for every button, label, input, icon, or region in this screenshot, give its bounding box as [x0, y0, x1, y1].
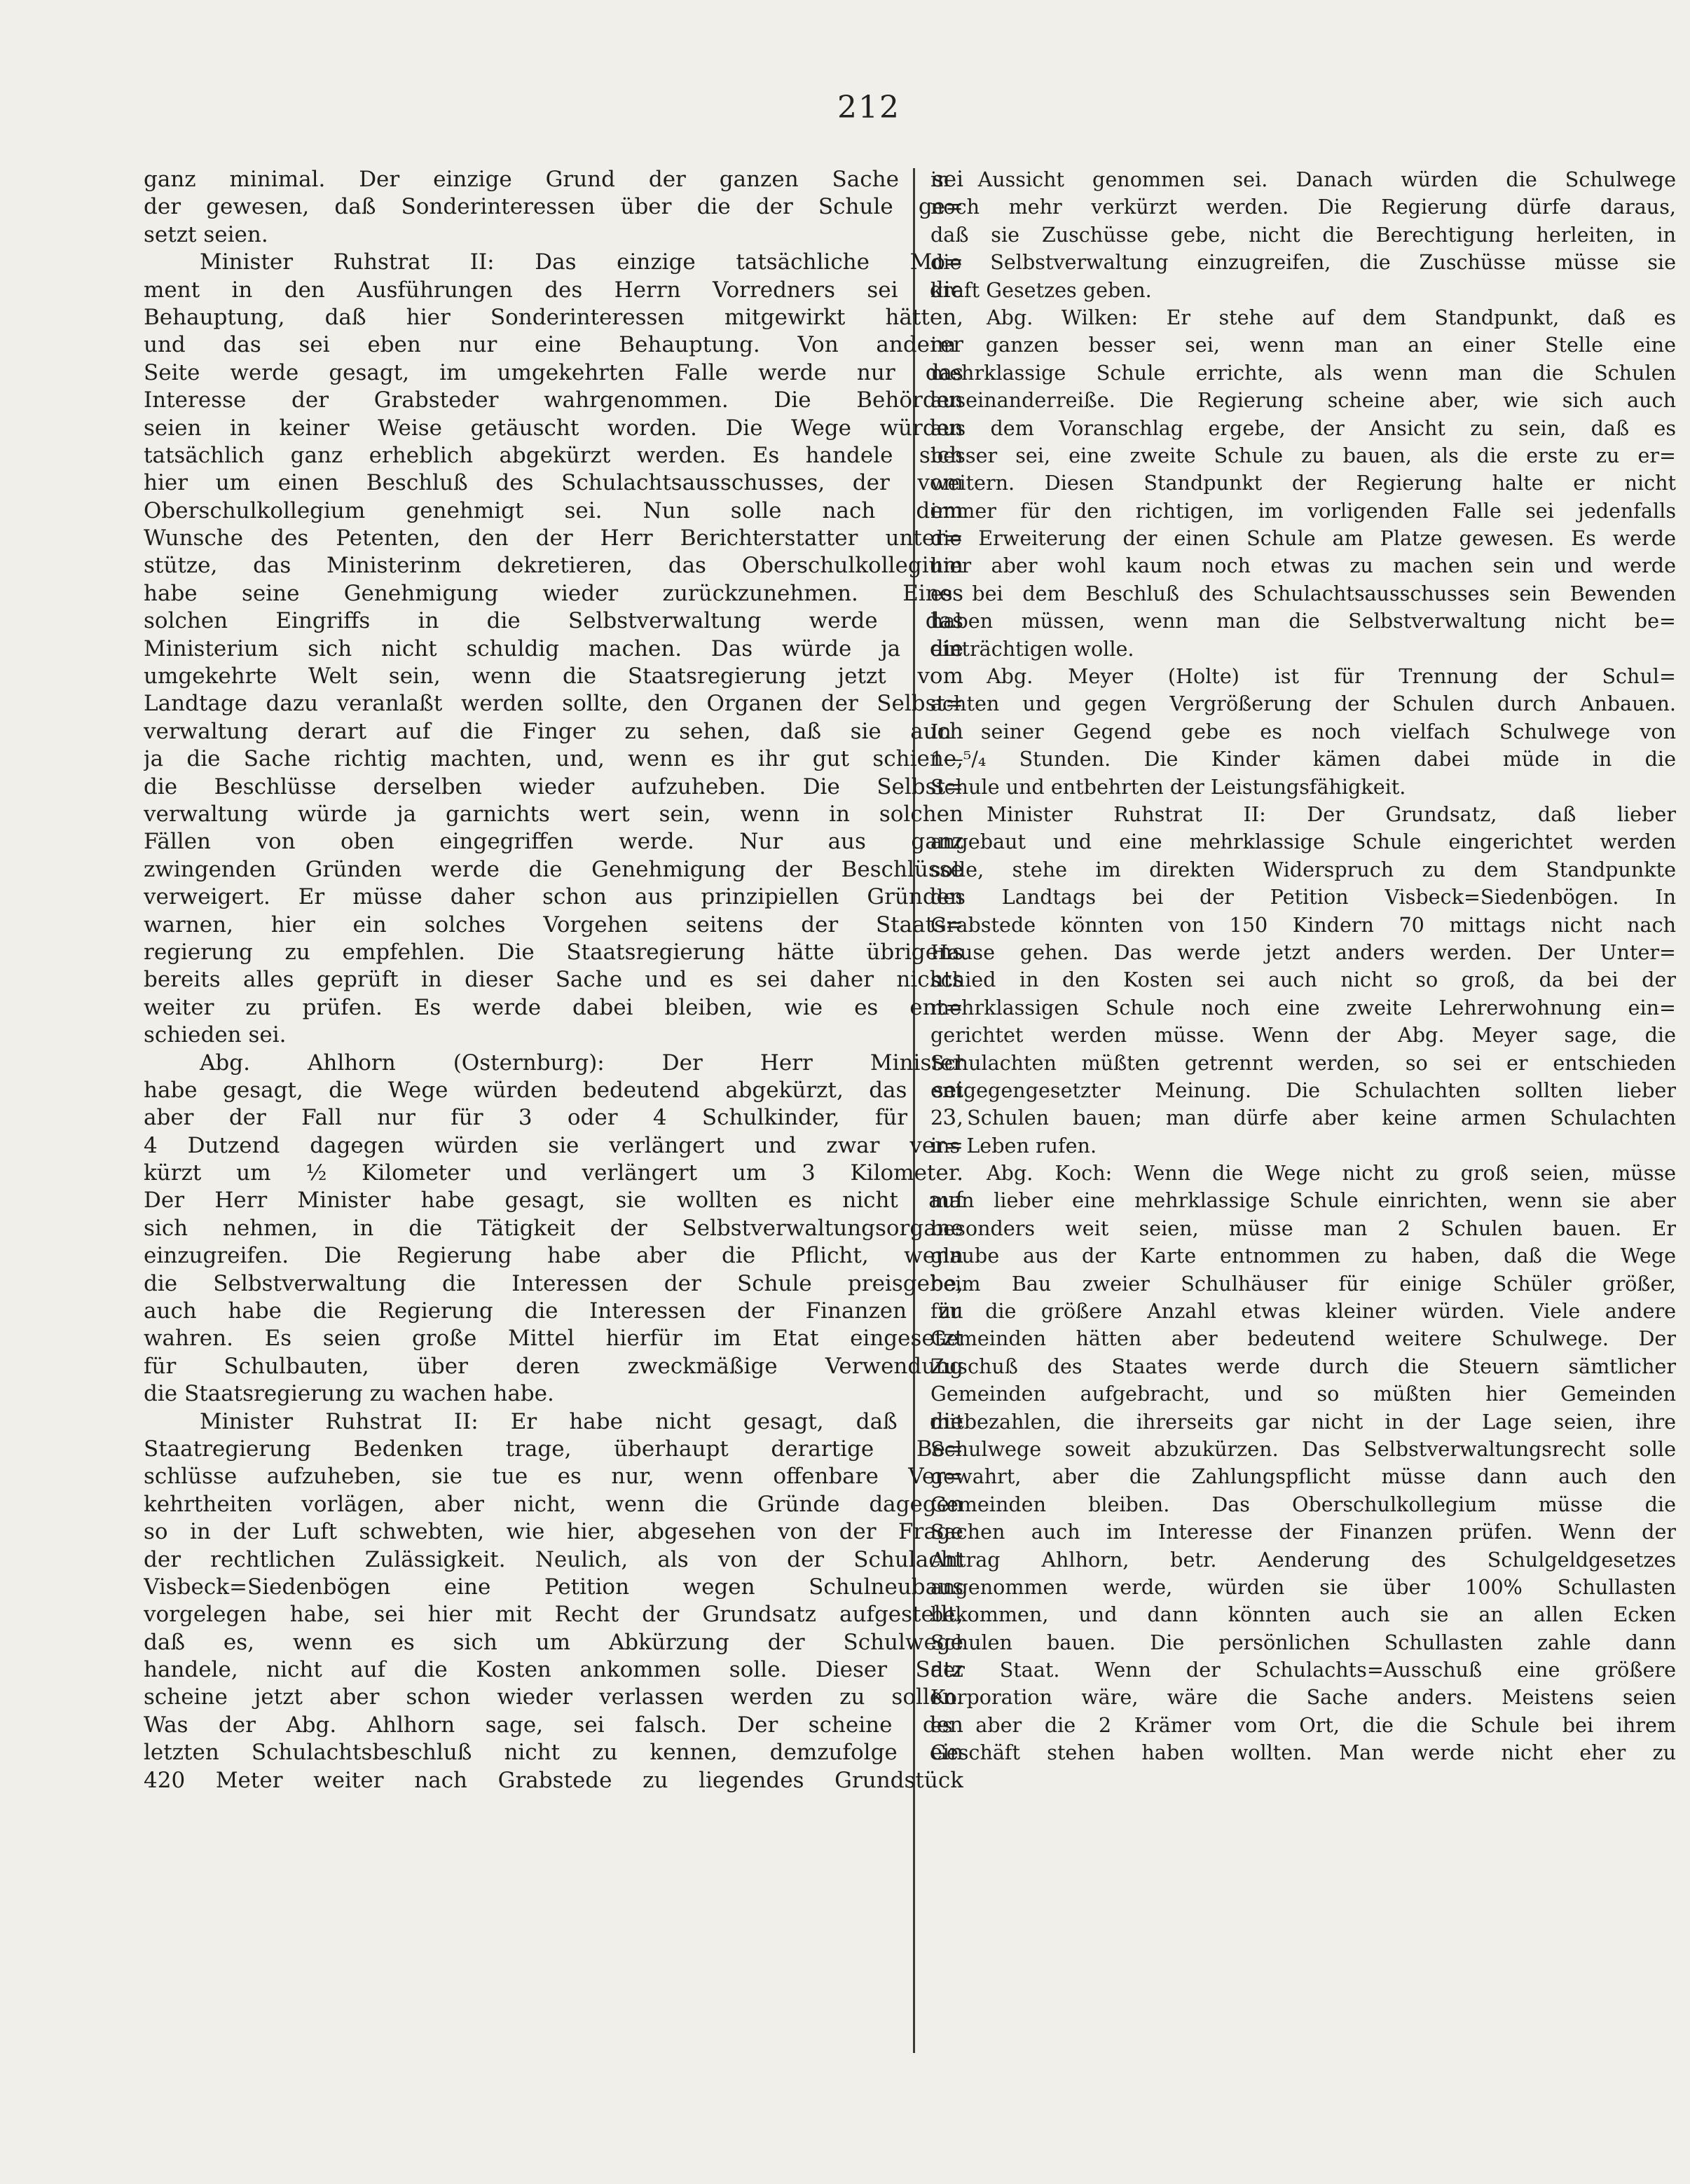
text-line: Hause gehen. Das werde jetzt anders werden. Der Unter=	[930, 940, 1676, 964]
text-line: kehrtheiten vorlägen, aber nicht, wenn die Gründe dagegen	[144, 1491, 963, 1517]
text-line: Gemeinden aufgebracht, und so müßten hier Gemeinden	[930, 1382, 1676, 1406]
text-line: verwaltung derart auf die Finger zu sehen, daß sie auch	[144, 718, 963, 744]
text-line: aus dem Voranschlag ergebe, der Ansicht zu sein, daß es	[930, 415, 1676, 440]
text-line: angenommen werde, würden sie über 100% Schullasten	[930, 1574, 1676, 1599]
right-column	[930, 166, 1676, 1767]
text-line: Visbeck=Siedenbögen eine Petition wegen Schulneubaus	[144, 1574, 963, 1600]
text-line: Behauptung, daß hier Sonderinteressen mitgewirkt hätten,	[144, 304, 963, 330]
text-line: mehrklassige Schule errichte, als wenn man die Schulen	[930, 360, 1676, 385]
text-line: und das sei eben nur eine Behauptung. Von anderer	[144, 332, 963, 358]
text-line: seien in keiner Weise getäuscht worden. Die Wege würden	[144, 415, 963, 441]
text-line: bereits alles geprüft in dieser Sache und es sei daher nichts	[144, 967, 963, 993]
left-column	[144, 166, 963, 1794]
text-line: einträchtigen wolle.	[930, 636, 1134, 661]
text-line: Schulachten müßten getrennt werden, so sei er entschieden	[930, 1050, 1676, 1075]
text-line: die Selbstverwaltung die Interessen der Schule preisgebe,	[144, 1270, 963, 1296]
text-line: Schule und entbehrten der Leistungsfähigkeit.	[930, 774, 1406, 799]
text-line: verwaltung würde ja garnichts wert sein, wenn in solchen	[144, 801, 963, 827]
text-line: gewahrt, aber die Zahlungspflicht müsse dann auch den	[930, 1464, 1676, 1489]
text-line: mitbezahlen, die ihrerseits gar nicht in der Lage seien, ihre	[930, 1409, 1676, 1434]
text-line: der rechtlichen Zulässigkeit. Neulich, als von der Schulacht	[144, 1546, 963, 1572]
text-line: mehrklassigen Schule noch eine zweite Lehrerwohnung ein=	[930, 995, 1676, 1019]
text-line: die Selbstverwaltung einzugreifen, die Zuschüsse müsse sie	[930, 250, 1676, 275]
text-line: kürzt um ½ Kilometer und verlängert um 3 Kilometer.	[144, 1160, 963, 1186]
text-line: besonders weit seien, müsse man 2 Schulen bauen. Er	[930, 1216, 1676, 1240]
text-line: In seiner Gegend gebe es noch vielfach Schulwege von	[930, 719, 1676, 743]
text-line: 4 Dutzend dagegen würden sie verlängert und zwar ver=	[144, 1132, 963, 1158]
text-line: solle, stehe im direkten Widerspruch zu dem Standpunkte	[930, 857, 1676, 881]
text-line: handele, nicht auf die Kosten ankommen solle. Dieser Satz	[144, 1657, 963, 1683]
text-line: Minister Ruhstrat II: Der Grundsatz, daß lieber	[987, 802, 1676, 826]
text-line: glaube aus der Karte entnommen zu haben, daß die Wege	[930, 1244, 1676, 1268]
text-line: hier aber wohl kaum noch etwas zu machen sein und werde	[930, 554, 1676, 578]
text-line: schieden sei.	[144, 1022, 287, 1048]
text-line: Abg. Ahlhorn (Osternburg): Der Herr Minister	[200, 1050, 963, 1076]
text-line: hier um einen Beschluß des Schulachtsausschusses, der vom	[144, 470, 963, 496]
text-line: in Aussicht genommen sei. Danach würden die Schulwege	[930, 167, 1676, 191]
text-line: man lieber eine mehrklassige Schule einrichten, wenn sie aber	[930, 1188, 1676, 1213]
text-line: Staatregierung Bedenken trage, überhaupt derartige Be=	[144, 1436, 963, 1462]
text-line: immer für den richtigen, im vorligenden Falle sei jedenfalls	[930, 498, 1676, 523]
text-line: der Staat. Wenn der Schulachts=Ausschuß eine größere	[930, 1658, 1676, 1682]
text-line: warnen, hier ein solches Vorgehen seitens der Staats=	[144, 912, 963, 938]
text-line: Minister Ruhstrat II: Das einzige tatsächliche Mo=	[200, 249, 963, 275]
text-line: Interesse der Grabsteder wahrgenommen. Die Behörden	[144, 387, 963, 413]
text-line: umgekehrte Welt sein, wenn die Staatsregierung jetzt vom	[144, 664, 963, 689]
text-line: Abg. Meyer (Holte) ist für Trennung der Schul=	[987, 664, 1676, 689]
text-line: es bei dem Beschluß des Schulachtsausschusses sein Bewenden	[930, 581, 1676, 605]
text-line: Seite werde gesagt, im umgekehrten Falle werde nur das	[144, 359, 963, 385]
text-line: Landtage dazu veranlaßt werden sollte, den Organen der Selbst=	[144, 691, 963, 717]
text-line: Fällen von oben eingegriffen werde. Nur aus ganz	[144, 829, 963, 855]
text-line: solchen Eingriffs in die Selbstverwaltung werde das	[144, 608, 963, 634]
text-line: vorgelegen habe, sei hier mit Recht der Grundsatz aufgestellt,	[144, 1602, 963, 1628]
text-line: Wunsche des Petenten, den der Herr Berichterstatter unter=	[144, 526, 963, 551]
text-line: daß es, wenn es sich um Abkürzung der Schulwege	[144, 1629, 963, 1655]
text-line: habe seine Genehmigung wieder zurückzunehmen. Eines	[144, 580, 963, 606]
text-line: Ministerium sich nicht schuldig machen. Das würde ja die	[144, 636, 963, 661]
text-line: bekommen, und dann könnten auch sie an allen Ecken	[930, 1602, 1676, 1627]
text-line: entgegengesetzter Meinung. Die Schulachten sollten lieber	[930, 1078, 1676, 1102]
text-line: tatsächlich ganz erheblich abgekürzt werden. Es handele sich	[144, 442, 963, 468]
text-line: weiter zu prüfen. Es werde dabei bleiben, wie es ent=	[144, 994, 963, 1020]
text-line: angebaut und eine mehrklassige Schule eingerichtet werden	[930, 830, 1676, 854]
text-line: Sachen auch im Interesse der Finanzen prüfen. Wenn der	[930, 1520, 1676, 1544]
text-line: Was der Abg. Ahlhorn sage, sei falsch. Der scheine den	[144, 1712, 963, 1738]
text-line: verweigert. Er müsse daher schon aus prinzipiellen Gründen	[144, 884, 963, 910]
text-line: schied in den Kosten sei auch nicht so groß, da bei der	[930, 968, 1676, 992]
text-line: Oberschulkollegium genehmigt sei. Nun solle nach dem	[144, 497, 963, 523]
text-line: Korporation wäre, wäre die Sache anders. Meistens seien	[930, 1685, 1676, 1710]
page-number: 212	[837, 90, 900, 125]
text-line: letzten Schulachtsbeschluß nicht zu kennen, demzufolge ein	[144, 1740, 963, 1766]
text-line: aber der Fall nur für 3 oder 4 Schulkinder, für 3,	[144, 1105, 963, 1131]
text-line: 420 Meter weiter nach Grabstede zu liegendes Grundstück	[144, 1767, 963, 1793]
text-line: ment in den Ausführungen des Herrn Vorredners sei die	[144, 277, 963, 303]
text-line: auseinanderreiße. Die Regierung scheine aber, wie sich auch	[930, 388, 1676, 413]
text-line: Abg. Koch: Wenn die Wege nicht zu groß seien, müsse	[987, 1161, 1676, 1186]
text-line: Schulen bauen. Die persönlichen Schullasten zahle dann	[930, 1630, 1676, 1654]
text-line: der gewesen, daß Sonderinteressen über die der Schule ge=	[144, 194, 963, 220]
text-line: sich nehmen, in die Tätigkeit der Selbstverwaltungsorgane	[144, 1215, 963, 1241]
text-line: für Schulbauten, über deren zweckmäßige Verwendung	[144, 1353, 963, 1379]
text-line: Geschäft stehen haben wollten. Man werde nicht eher zu	[930, 1740, 1676, 1765]
text-line: des Landtags bei der Petition Visbeck=Siedenbögen. In	[930, 885, 1676, 909]
text-line: Schulwege soweit abzukürzen. Das Selbstverwaltungsrecht solle	[930, 1436, 1676, 1461]
text-line: wahren. Es seien große Mittel hierfür im Etat eingesetzt	[144, 1326, 963, 1352]
text-line: die Staatsregierung zu wachen habe.	[144, 1381, 554, 1407]
text-line: ins Leben rufen.	[930, 1133, 1097, 1158]
text-line: gerichtet werden müsse. Wenn der Abg. Meyer sage, die	[930, 1023, 1676, 1048]
text-line: Abg. Wilken: Er stehe auf dem Standpunkt, daß es	[987, 305, 1676, 329]
text-line: scheine jetzt aber schon wieder verlassen werden zu sollen.	[144, 1684, 963, 1710]
text-line: setzt seien.	[144, 221, 268, 247]
text-line: regierung zu empfehlen. Die Staatsregierung hätte übrigens	[144, 939, 963, 965]
text-line: Minister Ruhstrat II: Er habe nicht gesagt, daß die	[200, 1408, 963, 1434]
text-line: beim Bau zweier Schulhäuser für einige Schüler größer,	[930, 1271, 1676, 1296]
text-line: ja die Sache richtig machten, und, wenn es ihr gut schiene,	[144, 746, 963, 772]
text-line: kraft Gesetzes geben.	[930, 277, 1152, 302]
text-line: auch habe die Regierung die Interessen der Finanzen zu	[144, 1298, 963, 1324]
text-line: die Beschlüsse derselben wieder aufzuheben. Die Selbst=	[144, 774, 963, 799]
text-line: weitern. Diesen Standpunkt der Regierung halte er nicht	[930, 471, 1676, 495]
text-line: im ganzen besser sei, wenn man an einer Stelle eine	[930, 333, 1676, 357]
text-line: 2 Schulen bauen; man dürfe aber keine armen Schulachten	[930, 1106, 1676, 1130]
text-line: besser sei, eine zweite Schule zu bauen, als die erste zu er=	[930, 443, 1676, 467]
text-line: schlüsse aufzuheben, sie tue es nur, wenn offenbare Ver=	[144, 1464, 963, 1490]
text-line: für die größere Anzahl etwas kleiner würden. Viele andere	[930, 1299, 1676, 1324]
text-line: Gemeinden bleiben. Das Oberschulkollegium müsse die	[930, 1492, 1676, 1516]
text-line: Gemeinden hätten aber bedeutend weitere Schulwege. Der	[930, 1326, 1676, 1351]
text-line: noch mehr verkürzt werden. Die Regierung dürfe daraus,	[930, 195, 1676, 219]
text-line: es aber die 2 Krämer vom Ort, die die Schule bei ihrem	[930, 1712, 1676, 1737]
text-line: daß sie Zuschüsse gebe, nicht die Berechtigung herleiten, in	[930, 222, 1676, 247]
text-line: die Erweiterung der einen Schule am Platze gewesen. Es werde	[930, 526, 1676, 551]
text-line: stütze, das Ministerinm dekretieren, das Oberschulkollegium	[144, 553, 963, 579]
text-line: Antrag Ahlhorn, betr. Aenderung des Schulgeldgesetzes	[930, 1547, 1676, 1572]
text-line: Zuschuß des Staates werde durch die Steuern sämtlicher	[930, 1354, 1676, 1378]
text-line: zwingenden Gründen werde die Genehmigung der Beschlüsse	[144, 856, 963, 882]
text-line: ganz minimal. Der einzige Grund der ganzen Sache sei	[144, 167, 963, 192]
text-line: achten und gegen Vergrößerung der Schulen durch Anbauen.	[930, 692, 1676, 716]
text-line: Grabstede könnten von 150 Kindern 70 mittags nicht nach	[930, 912, 1676, 937]
text-line: einzugreifen. Die Regierung habe aber die Pflicht, wenn	[144, 1243, 963, 1269]
text-line: Der Herr Minister habe gesagt, sie wollten es nicht auf	[144, 1188, 963, 1214]
text-line: so in der Luft schwebten, wie hier, abgesehen von der Frage	[144, 1519, 963, 1545]
text-line: habe gesagt, die Wege würden bedeutend abgekürzt, das sei	[144, 1077, 963, 1103]
text-line: haben müssen, wenn man die Selbstverwaltung nicht be=	[930, 609, 1676, 633]
text-line: 1—⁵/₄ Stunden. Die Kinder kämen dabei müde in die	[930, 747, 1676, 771]
